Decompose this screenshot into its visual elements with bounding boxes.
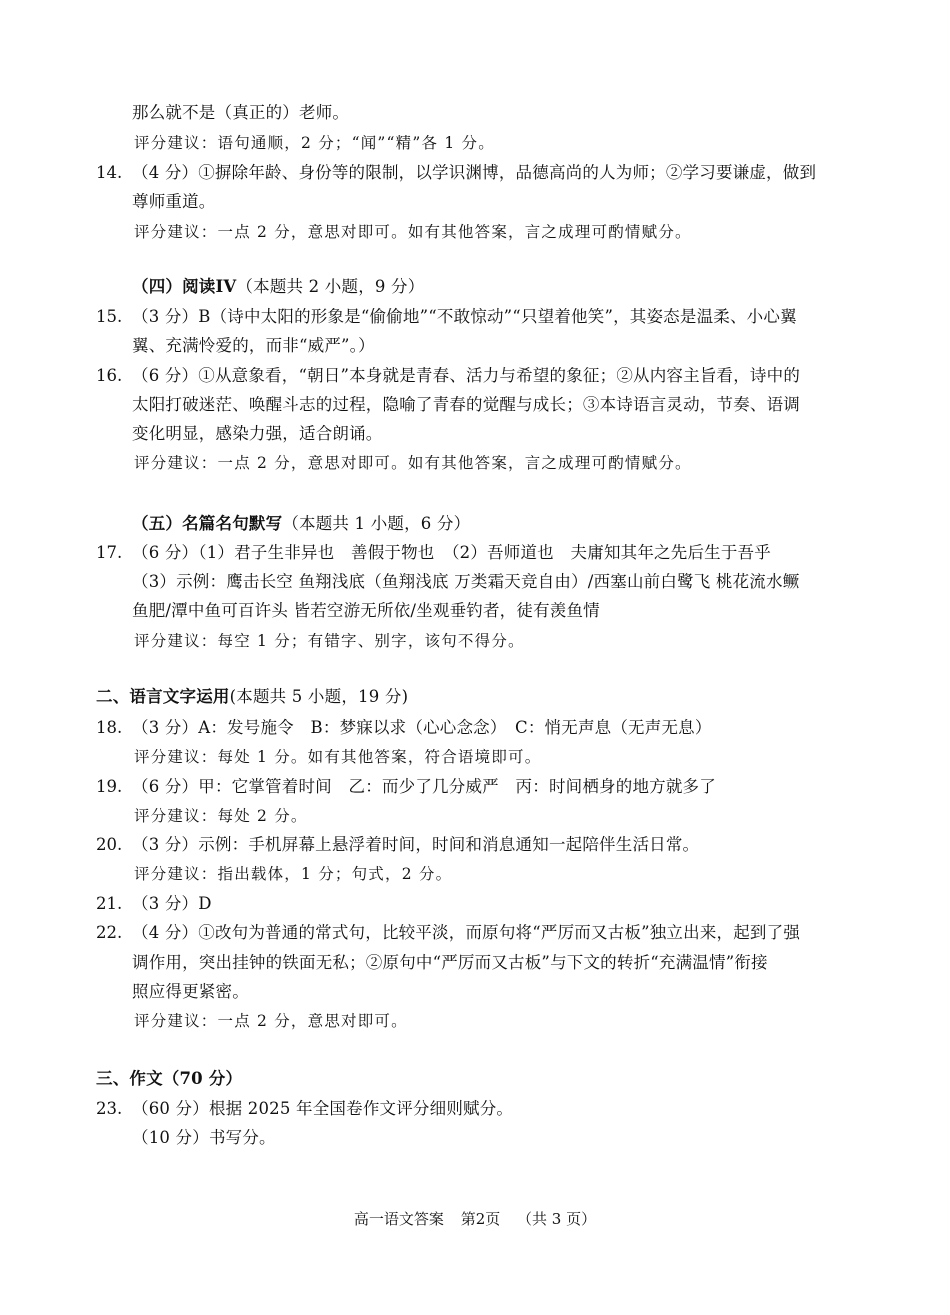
question-number-19: 19. bbox=[96, 777, 123, 796]
answer-line: （3 分）示例：手机屏幕上悬浮着时间，时间和消息通知一起陪伴生活日常。 bbox=[132, 835, 700, 854]
answer-line: 尊师重道。 bbox=[132, 192, 216, 211]
part-info: (本题共 5 小题，19 分) bbox=[229, 687, 409, 706]
answer-line: 照应得更紧密。 bbox=[132, 982, 249, 1001]
question-number-21: 21. bbox=[96, 894, 123, 913]
scoring-note: 评分建议：每处 1 分。如有其他答案，符合语境即可。 bbox=[134, 748, 542, 766]
question-number-22: 22. bbox=[96, 923, 123, 942]
part-title: 二、语言文字运用 bbox=[96, 687, 230, 706]
footer-total-pages: （共 3 页） bbox=[517, 1210, 597, 1228]
answer-line: （3 分）A：发号施令 B：梦寐以求（心心念念） C：悄无声息（无声无息） bbox=[132, 718, 712, 737]
answer-line: （6 分）（1）君子生非异也 善假于物也 （2）吾师道也 夫庸知其年之先后生于吾乎 bbox=[132, 543, 771, 562]
question-number-14: 14. bbox=[96, 163, 123, 182]
scoring-note: 评分建议：每空 1 分；有错字、别字，该句不得分。 bbox=[134, 632, 525, 650]
answer-line: （3 分）D bbox=[132, 894, 212, 913]
answer-line: 太阳打破迷茫、唤醒斗志的过程，隐喻了青春的觉醒与成长；③本诗语言灵动，节奏、语调 bbox=[132, 395, 800, 414]
footer-page-number: 第2页 bbox=[460, 1210, 501, 1228]
answer-line: （10 分）书写分。 bbox=[132, 1128, 276, 1147]
part-heading-3: 三、作文（70 分） bbox=[96, 1069, 243, 1088]
answer-line: （4 分）①改句为普通的常式句，比较平淡，而原句将“严厉而又古板”独立出来，起到了强 bbox=[132, 923, 801, 942]
section-title: （四）阅读IV bbox=[132, 277, 237, 296]
scoring-note: 评分建议：一点 2 分，意思对即可。如有其他答案，言之成理可酌情赋分。 bbox=[134, 454, 692, 472]
answer-line: 鱼肥/潭中鱼可百许头 皆若空游无所依/坐观垂钓者，徒有羡鱼情 bbox=[132, 601, 600, 620]
answer-line: （4 分）①摒除年龄、身份等的限制，以学识渊博，品德高尚的人为师；②学习要谦虚，做到 bbox=[132, 163, 817, 182]
question-number-18: 18. bbox=[96, 718, 123, 737]
question-number-23: 23. bbox=[96, 1099, 123, 1118]
answer-line: （3 分）B（诗中太阳的形象是“偷偷地”“不敢惊动”“只望着他笑”，其姿态是温柔、小心翼 bbox=[132, 307, 797, 326]
page-footer bbox=[0, 1208, 950, 1230]
footer-subject: 高一语文答案 bbox=[353, 1210, 444, 1228]
scoring-note: 评分建议：指出载体，1 分；句式，2 分。 bbox=[134, 865, 453, 883]
question-number-15: 15. bbox=[96, 307, 123, 326]
answer-line: 变化明显，感染力强，适合朗诵。 bbox=[132, 424, 383, 443]
answer-line: 调作用，突出挂钟的铁面无私；②原句中“严厉而又古板”与下文的转折“充满温情”衔接 bbox=[132, 953, 768, 972]
answer-line: （60 分）根据 2025 年全国卷作文评分细则赋分。 bbox=[132, 1099, 514, 1118]
section-info: （本题共 1 小题，6 分） bbox=[282, 514, 471, 533]
question-number-17: 17. bbox=[96, 543, 123, 562]
part-heading-2 bbox=[96, 685, 408, 709]
answer-line: 翼、充满怜爱的，而非“威严”。） bbox=[132, 336, 375, 355]
answer-line: 那么就不是（真正的）老师。 bbox=[132, 103, 350, 122]
scoring-note: 评分建议：每处 2 分。 bbox=[134, 807, 308, 825]
section-title: （五）名篇名句默写 bbox=[132, 514, 283, 533]
answer-line: （6 分）①从意象看，“朝日”本身就是青春、活力与希望的象征；②从内容主旨看，诗中的 bbox=[132, 366, 801, 385]
answer-line: （6 分）甲：它掌管着时间 乙：而少了几分威严 丙：时间栖身的地方就多了 bbox=[132, 777, 716, 796]
question-number-16: 16. bbox=[96, 366, 123, 385]
section-heading-4 bbox=[132, 275, 424, 299]
scoring-note: 评分建议：语句通顺，2 分；“闻”“精”各 1 分。 bbox=[134, 134, 495, 152]
section-info: （本题共 2 小题，9 分） bbox=[236, 277, 425, 296]
scoring-note: 评分建议：一点 2 分，意思对即可。如有其他答案，言之成理可酌情赋分。 bbox=[134, 223, 692, 241]
scoring-note: 评分建议：一点 2 分，意思对即可。 bbox=[134, 1012, 408, 1030]
answer-line: （3）示例：鹰击长空 鱼翔浅底（鱼翔浅底 万类霜天竞自由）/西塞山前白鹭飞 桃花流水鳜 bbox=[132, 572, 800, 591]
question-number-20: 20. bbox=[96, 835, 123, 854]
section-heading-5 bbox=[132, 512, 470, 536]
